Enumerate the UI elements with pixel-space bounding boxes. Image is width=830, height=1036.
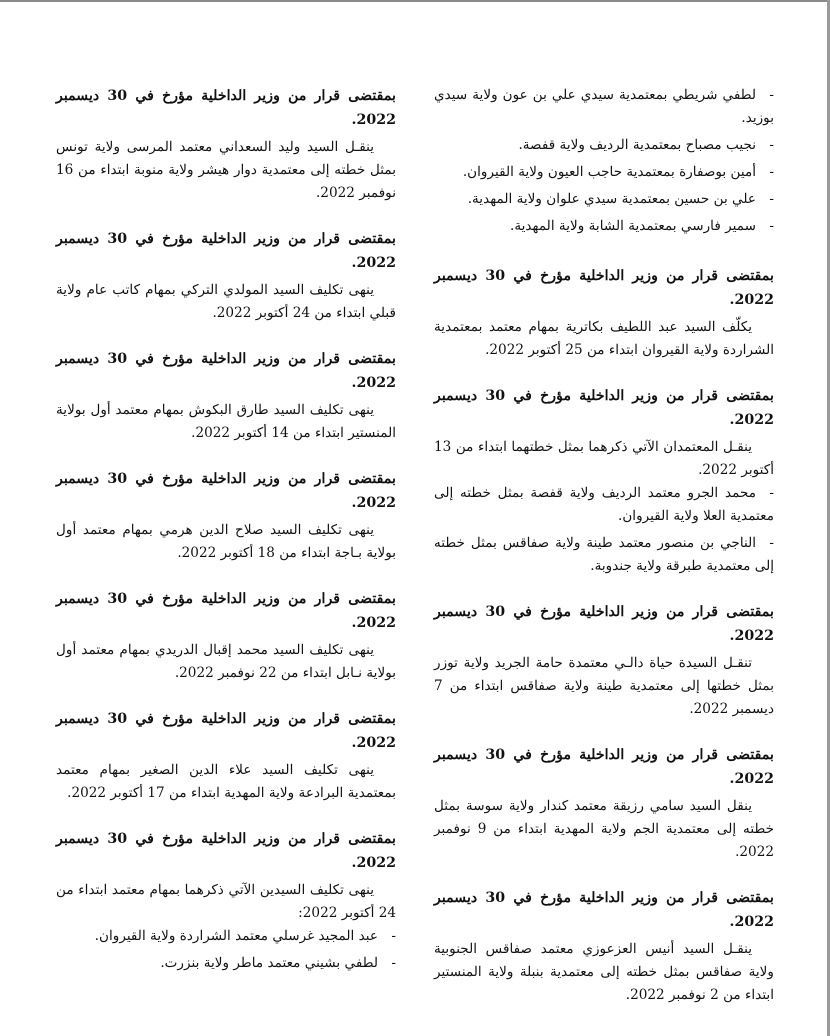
decree-heading: بمقتضى قرار من وزير الداخلية مؤرخ في 30 ديسمبر 2022. — [434, 388, 774, 428]
page-border-top — [0, 0, 830, 2]
decree — [434, 743, 774, 864]
decree-items — [56, 925, 396, 975]
decree-heading: بمقتضى قرار من وزير الداخلية مؤرخ في 30 ديسمبر 2022. — [56, 351, 396, 391]
leading-list — [434, 84, 774, 238]
list-item: -عبد المجيد غرسلي معتمد الشراردة ولاية القيروان. — [94, 928, 396, 944]
decree — [434, 886, 774, 1007]
decree-items — [434, 482, 774, 578]
decree-body: ينقـل المعتمدان الآتي ذكرهما بمثل خطتهما ابتداء من 13 أكتوبر 2022. — [434, 439, 774, 478]
decree-heading: بمقتضى قرار من وزير الداخلية مؤرخ في 30 ديسمبر 2022. — [56, 88, 396, 128]
decree-heading: بمقتضى قرار من وزير الداخلية مؤرخ في 30 ديسمبر 2022. — [434, 604, 774, 644]
list-item: -أمين بوصفارة بمعتمدية حاجب العيون ولاية القيروان. — [462, 164, 774, 180]
decree-body: ينهى تكليف السيد علاء الدين الصغير بمهام معتمد بمعتمدية البرادعة ولاية المهدية ابتداء من 17 أكتوبر 2022. — [56, 762, 396, 801]
decree — [56, 827, 396, 975]
decree — [434, 384, 774, 578]
decree — [434, 264, 774, 362]
decree-heading: بمقتضى قرار من وزير الداخلية مؤرخ في 30 ديسمبر 2022. — [56, 591, 396, 631]
decree-heading: بمقتضى قرار من وزير الداخلية مؤرخ في 30 ديسمبر 2022. — [56, 831, 396, 871]
decree — [56, 707, 396, 805]
decree-body: ينهى تكليف السيد المولدي التركي بمهام كاتب عام ولاية قبلي ابتداء من 24 أكتوبر 2022. — [56, 282, 396, 321]
decree-body: ينهى تكليف السيد صلاح الدين هرمي بمهام معتمد أول بولاية بـاجة ابتداء من 18 أكتوبر 2022. — [56, 522, 396, 561]
decree-body: تنقـل السيدة حياة دالـي معتمدة حامة الجريد ولاية توزر بمثل خطتها إلى معتمدية طينة ولاية صفاقس ابتداء من 7 ديسمبر 2022. — [434, 655, 774, 717]
decree-body: ينهى تكليف السيد محمد إقبال الدريدي بمهام معتمد أول بولاية نـابل ابتداء من 22 نوفمبر 2022. — [56, 642, 396, 681]
decree-heading: بمقتضى قرار من وزير الداخلية مؤرخ في 30 ديسمبر 2022. — [56, 471, 396, 511]
decree-body: ينهى تكليف السيدين الآتي ذكرهما بمهام معتمد ابتداء من 24 أكتوبر 2022: — [56, 882, 396, 921]
list-item: -لطفي شريطي بمعتمدية سيدي علي بن عون ولاية سيدي بوزيد. — [434, 87, 774, 126]
decree-body: ينقـل السيد وليد السعداني معتمد المرسى ولاية تونس بمثل خطته إلى معتمدية دوار هيشر ولاية منوبة ابتداء من 16 نوفمبر 2022. — [56, 139, 396, 201]
decree-body: ينقل السيد سامي رزيقة معتمد كندار ولاية سوسة بمثل خطته إلى معتمدية الجم ولاية المهدية ابتداء من 9 نوفمبر 2022. — [434, 798, 774, 860]
right-column — [434, 84, 774, 1029]
list-item: -سمير فارسي بمعتمدية الشابة ولاية المهدية. — [510, 218, 774, 234]
decree — [56, 347, 396, 445]
list-item: -الناجي بن منصور معتمد طينة ولاية صفاقس بمثل خطته إلى معتمدية طبرقة ولاية جندوبة. — [434, 535, 774, 574]
list-item: -محمد الجرو معتمد الرديف ولاية قفصة بمثل خطته إلى معتمدية العلا ولاية القيروان. — [434, 485, 774, 524]
decree — [434, 600, 774, 721]
decree-heading: بمقتضى قرار من وزير الداخلية مؤرخ في 30 ديسمبر 2022. — [434, 268, 774, 308]
decree — [56, 467, 396, 565]
decree-heading: بمقتضى قرار من وزير الداخلية مؤرخ في 30 ديسمبر 2022. — [56, 711, 396, 751]
decree — [56, 587, 396, 685]
list-item: -لطفي بشيني معتمد ماطر ولاية بنزرت. — [160, 955, 396, 971]
left-column — [56, 84, 396, 997]
decree — [56, 227, 396, 325]
decree-body: ينهى تكليف السيد طارق البكوش بمهام معتمد أول بولاية المنستير ابتداء من 14 أكتوبر 2022. — [56, 402, 396, 441]
list-item: -نجيب مصباح بمعتمدية الرديف ولاية قفصة. — [518, 137, 774, 153]
decree-heading: بمقتضى قرار من وزير الداخلية مؤرخ في 30 ديسمبر 2022. — [434, 890, 774, 930]
decree-body: ينقـل السيد أنيس العزعوزي معتمد صفاقس الجنوبية ولاية صفاقس بمثل خطته إلى معتمدية بنبلة ولاية المنستير ابتداء من 2 نوفمبر 2022. — [434, 941, 774, 1003]
decree-body: يكلّف السيد عبد اللطيف بكاترية بمهام معتمد بمعتمدية الشراردة ولاية القيروان ابتداء من 25 أكتوبر 2022. — [434, 319, 774, 358]
decree-heading: بمقتضى قرار من وزير الداخلية مؤرخ في 30 ديسمبر 2022. — [434, 747, 774, 787]
list-item: -علي بن حسين بمعتمدية سيدي علوان ولاية المهدية. — [467, 191, 774, 207]
decree — [56, 84, 396, 205]
decree-heading: بمقتضى قرار من وزير الداخلية مؤرخ في 30 ديسمبر 2022. — [56, 231, 396, 271]
